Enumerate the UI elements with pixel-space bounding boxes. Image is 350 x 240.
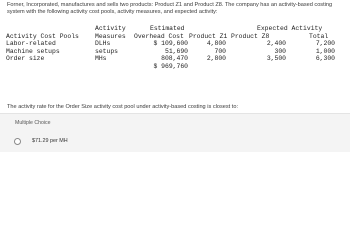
- row-total: 1,000: [315, 47, 335, 55]
- row-cost: $ 109,600: [153, 40, 188, 47]
- row-z8: 3,500: [266, 55, 286, 62]
- header-product-z8: Product Z8: [231, 32, 270, 40]
- row-pool-label: Order size: [6, 55, 45, 62]
- row-pool-label: Labor-related: [6, 40, 56, 47]
- row-measure: DLHs: [95, 40, 111, 47]
- header-overhead-cost: Overhead Cost: [134, 32, 184, 40]
- header-measures: Measures: [95, 32, 126, 40]
- header-product-z1: Product Z1: [189, 32, 228, 40]
- multiple-choice-panel: [0, 113, 350, 152]
- row-pool-label: Machine setups: [6, 47, 60, 55]
- header-total: Total: [309, 32, 329, 40]
- row-z1: 4,800: [206, 40, 226, 47]
- total-overhead-cost: $ 969,760: [153, 62, 188, 70]
- row-z1: 2,800: [206, 55, 226, 62]
- row-total: 7,200: [315, 40, 335, 47]
- row-measure: setups: [95, 47, 119, 55]
- question-text: The activity rate for the Order Size activity cost pool under activity-based costing is closest to:: [7, 104, 238, 110]
- header-cost-pools: Activity Cost Pools: [6, 32, 79, 40]
- header-estimated: Estimated: [150, 25, 185, 32]
- answer-option-label: $71.29 per MH: [32, 138, 68, 144]
- radio-button[interactable]: [14, 138, 21, 145]
- row-z8: 2,400: [266, 40, 286, 47]
- header-activity: Activity: [95, 25, 126, 32]
- answer-option[interactable]: [14, 136, 68, 146]
- multiple-choice-label: Multiple Choice: [15, 120, 51, 126]
- row-total: 6,300: [315, 55, 335, 62]
- row-cost: 51,690: [164, 47, 188, 55]
- row-cost: 808,470: [161, 55, 188, 62]
- row-z8: 300: [274, 47, 286, 55]
- row-z1: 700: [214, 47, 226, 55]
- row-measure: MHs: [95, 55, 107, 62]
- header-expected-activity: Expected Activity: [257, 25, 323, 32]
- problem-intro: Forner, Incorporated, manufactures and sells two products: Product Z1 and Product Z8. The company has an activity-based costing system with the following activity cost pools, activity measures, and expected activity:: [7, 2, 333, 16]
